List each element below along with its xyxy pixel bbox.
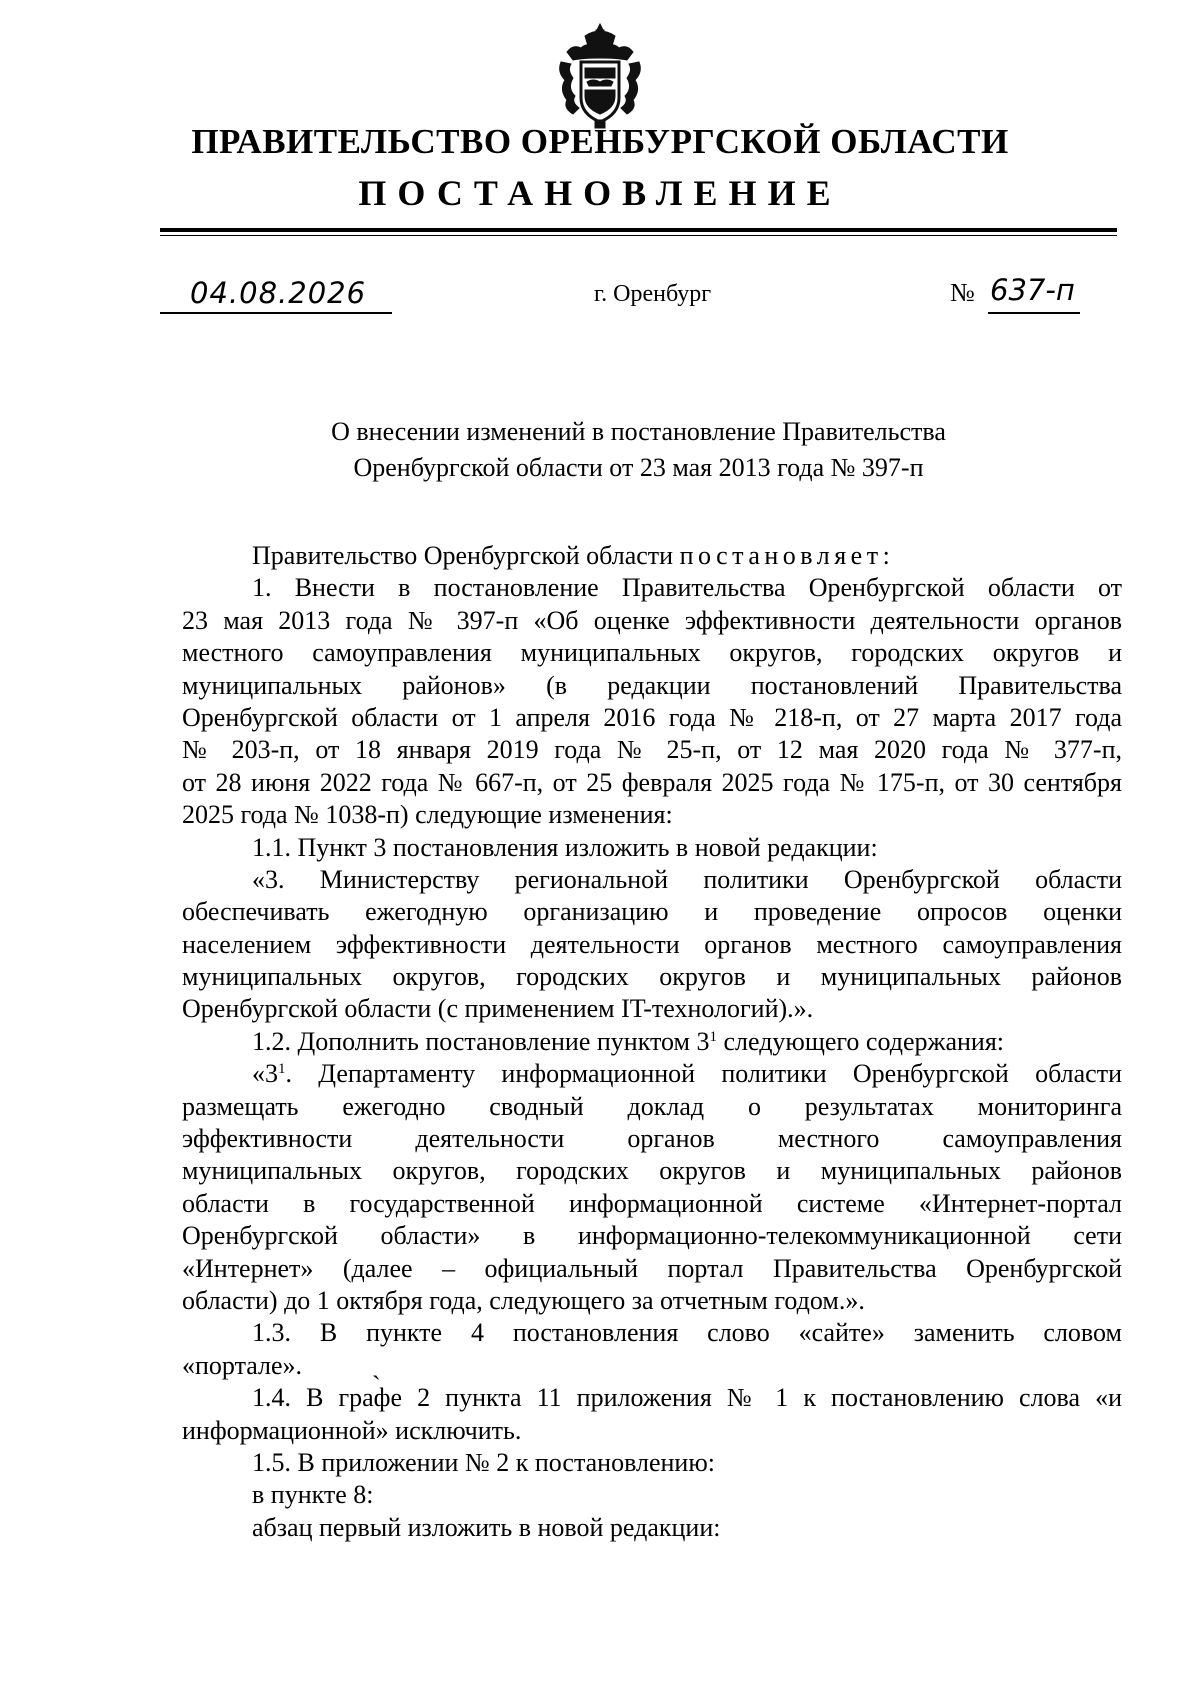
paragraph-line: 1.5. В приложении № 2 к постановлению: [252,1447,715,1477]
paragraph-line [182,1350,1122,1382]
paragraph-line: в пункте 8: [252,1480,374,1510]
paragraph-line: № 203-п, от 18 января 2019 года № 25-п, от 12 мая 2020 года № 377-п, [182,735,1122,765]
intro-line [182,540,1122,572]
paragraph-line: абзац первый изложить в новой редакции: [252,1512,721,1542]
document-type: ПОСТАНОВЛЕНИЕ [358,173,842,213]
document-date: 04.08.2026 [190,276,367,310]
paragraph-line: «3. Министерству региональной политики Оренбургской области [252,864,1122,894]
paragraph-line: эффективности деятельности органов местного самоуправления [182,1124,1122,1154]
paragraph-line: муниципальных районов» (в редакции постановлений Правительства [182,670,1122,700]
paragraph-line: муниципальных округов, городских округов и муниципальных районов [182,1156,1122,1186]
resolves-word: постановляет: [679,541,895,570]
paragraph-line: 2025 года № 1038-п) следующие изменения: [182,800,673,830]
number-underline [988,312,1080,314]
paragraph-line: местного самоуправления муниципальных округов, городских округов и [182,638,1122,668]
paragraph-line: населением эффективности деятельности органов местного самоуправления [182,929,1122,959]
coat-of-arms-icon [555,22,645,130]
paragraph-line: 1.4. В графе 2 пункта 11 приложения № 1 к постановлению слова «и [252,1383,1122,1413]
subject-line: О внесении изменений в постановление Правительства [331,417,946,446]
paragraph-line: Оренбургской области (с применением IT-технологий).». [182,994,814,1024]
paragraph-line [182,1058,1122,1090]
stray-mark: ˎ [372,1350,381,1380]
paragraph-line: Оренбургской области» в информационно-телекоммуникационной сети [182,1221,1122,1251]
paragraph-line: обеспечивать ежегодную организацию и проведение опросов оценки [182,897,1122,927]
document-body [182,540,1122,1544]
paragraph-line: муниципальных округов, городских округов и муниципальных районов [182,962,1122,992]
paragraph-line: Оренбургской области от 1 апреля 2016 года № 218-п, от 27 марта 2017 года [182,702,1122,732]
text-run: 1.2. Дополнить постановление пунктом 3 [252,1026,710,1056]
paragraph-line [182,1026,1122,1058]
superscript: 1 [278,1061,286,1078]
text-run: «3 [252,1059,278,1089]
paragraph-line: 1.3. В пункте 4 постановления слово «сайте» заменить словом [252,1318,1122,1348]
document-number: 637-п [990,273,1075,307]
header-rule-thin [160,235,1117,236]
text-run: . Департаменту информационной политики Оренбургской области [285,1059,1122,1089]
superscript: 1 [709,1028,717,1045]
paragraph-line: 1. Внести в постановление Правительства Оренбургской области от [252,573,1122,603]
paragraph-line: 23 мая 2013 года № 397-п «Об оценке эффективности деятельности органов [182,605,1122,635]
subject-line: Оренбургской области от 23 мая 2013 года № 397-п [353,453,924,482]
text-run: «портале». [182,1350,303,1380]
government-title: ПРАВИТЕЛЬСТВО ОРЕНБУРГСКОЙ ОБЛАСТИ [191,122,1009,161]
paragraph-line: от 28 июня 2022 года № 667-п, от 25 февраля 2025 года № 175-п, от 30 сентября [182,767,1122,797]
paragraph-line: 1.1. Пункт 3 постановления изложить в новой редакции: [252,832,878,862]
paragraph-line: «Интернет» (далее – официальный портал Правительства Оренбургской [182,1253,1122,1283]
paragraph-line: размещать ежегодно сводный доклад о результатах мониторинга [182,1091,1122,1121]
document-city: г. Оренбург [594,281,712,307]
header-rule [160,228,1117,232]
paragraph-line: области в государственной информационной системе «Интернет-портал [182,1188,1122,1218]
intro-text: Правительство Оренбургской области [252,541,680,570]
paragraph-line: информационной» исключить. [182,1415,522,1445]
text-run: следующего содержания: [716,1026,1004,1056]
date-underline [160,312,392,314]
number-sign: № [950,278,975,307]
document-subject [160,414,1117,486]
paragraph-line: области) до 1 октября года, следующего за отчетным годом.». [182,1285,865,1315]
